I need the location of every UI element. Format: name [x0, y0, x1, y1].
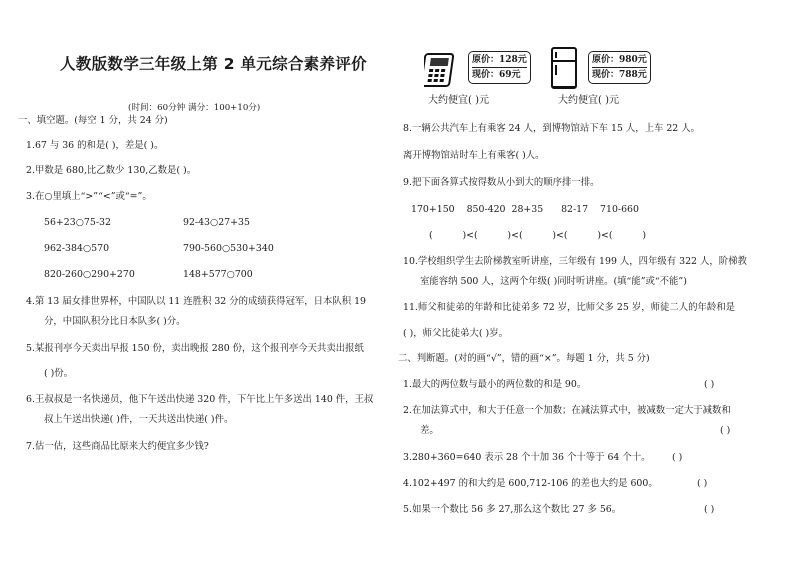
question-10-line-2: 室能容纳 500 人，这两个年级( )同时听讲座。(填“能”或“不能”) — [420, 276, 687, 287]
question-11-line-1: 11.师父和徒弟的年龄和比徒弟多 72 岁，比师父多 25 岁，师徒二人的年龄和是 — [403, 302, 735, 313]
order-expressions: 170+150 850-420 28+35 82-17 710-660 — [411, 204, 639, 215]
judge-3: 3.280+360=640 表示 28 个十加 36 个十等于 64 个十。 — [403, 452, 651, 463]
current-price: 现价：788元 — [592, 67, 647, 82]
estimate-blank: 大约便宜( )元 — [428, 95, 489, 106]
judge-paren: ( ) — [672, 452, 683, 463]
order-blanks: ( )<( )<( )<( )<( ) — [429, 230, 646, 241]
question-5-line-1: 5.某报刊亭今天卖出早报 150 份，卖出晚报 280 份，这个报刊亭今天共卖出报纸 — [26, 343, 364, 354]
judge-paren: ( ) — [720, 425, 731, 436]
question-6-line-2: 叔上午送出快递( )件，一天共送出快递( )件。 — [44, 414, 234, 425]
compare-item: 790-560○530+340 — [183, 243, 274, 254]
price-tag — [588, 51, 651, 84]
judge-4: 4.102+497 的和大约是 600,712-106 的差也大约是 600。 — [403, 478, 658, 489]
question-10-line-1: 10.学校组织学生去阶梯教室听讲座，三年级有 199 人，四年级有 322 人，阶梯教 — [403, 256, 747, 267]
question-4-line-1: 4.第 13 届女排世界杯，中国队以 11 连胜积 32 分的成绩获得冠军，日本队积 19 — [26, 296, 367, 307]
refrigerator-icon — [549, 46, 579, 94]
question-1: 1.67 与 36 的和是( )，差是( )。 — [26, 140, 164, 151]
question-6-line-1: 6.王叔叔是一名快递员，他下午送出快递 320 件，下午比上午多送出 140 件，王叔 — [26, 394, 374, 405]
current-price: 现价：69元 — [472, 67, 527, 82]
question-11-line-2: ( )，师父比徒弟大( )岁。 — [403, 328, 508, 339]
judge-paren: ( ) — [704, 504, 715, 515]
judge-paren: ( ) — [697, 478, 708, 489]
question-3: 3.在○里填上“>”“<”或“=”。 — [26, 191, 152, 202]
compare-item: 148+577○700 — [183, 269, 253, 280]
judge-paren: ( ) — [704, 379, 715, 390]
calculator-icon — [424, 50, 458, 92]
question-9: 9.把下面各算式按得数从小到大的顺序排一排。 — [403, 177, 600, 188]
estimate-blank: 大约便宜( )元 — [558, 95, 619, 106]
judge-2-line-1: 2.在加法算式中，和大于任意一个加数；在减法算式中，被减数一定大于减数和 — [403, 405, 731, 416]
compare-item: 962-384○570 — [44, 243, 110, 254]
page-title: 人教版数学三年级上第 2 单元综合素养评价 — [60, 55, 367, 73]
compare-item: 92-43○27+35 — [183, 217, 250, 228]
question-2: 2.甲数是 680,比乙数少 130,乙数是( )。 — [26, 165, 197, 176]
question-8-line-1: 8.一辆公共汽车上有乘客 24 人，到博物馆站下车 15 人，上车 22 人。 — [403, 123, 700, 134]
price-tag — [468, 51, 531, 84]
question-4-line-2: 分，中国队积分比日本队多( )分。 — [44, 316, 186, 327]
original-price: 原价：128元 — [472, 55, 527, 65]
section-1-heading: 一、填空题。(每空 1 分，共 24 分) — [18, 115, 168, 126]
original-price: 原价：980元 — [592, 55, 647, 65]
judge-2-line-2: 差。 — [420, 425, 439, 436]
question-8-line-2: 离开博物馆站时车上有乘客( )人。 — [403, 150, 545, 161]
question-5-line-2: ( )份。 — [44, 368, 74, 379]
judge-5: 5.如果一个数比 56 多 27,那么这个数比 27 多 56。 — [403, 504, 622, 515]
question-7: 7.估一估，这些商品比原来大约便宜多少钱? — [26, 441, 209, 452]
exam-info: (时间：60分钟 满分：100+10分) — [128, 103, 261, 113]
compare-item: 56+23○75-32 — [44, 217, 111, 228]
compare-item: 820-260○290+270 — [44, 269, 135, 280]
judge-1: 1.最大的两位数与最小的两位数的和是 90。 — [403, 379, 587, 390]
section-2-heading: 二、判断题。(对的画“√”，错的画“×”。每题 1 分，共 5 分) — [398, 353, 650, 364]
